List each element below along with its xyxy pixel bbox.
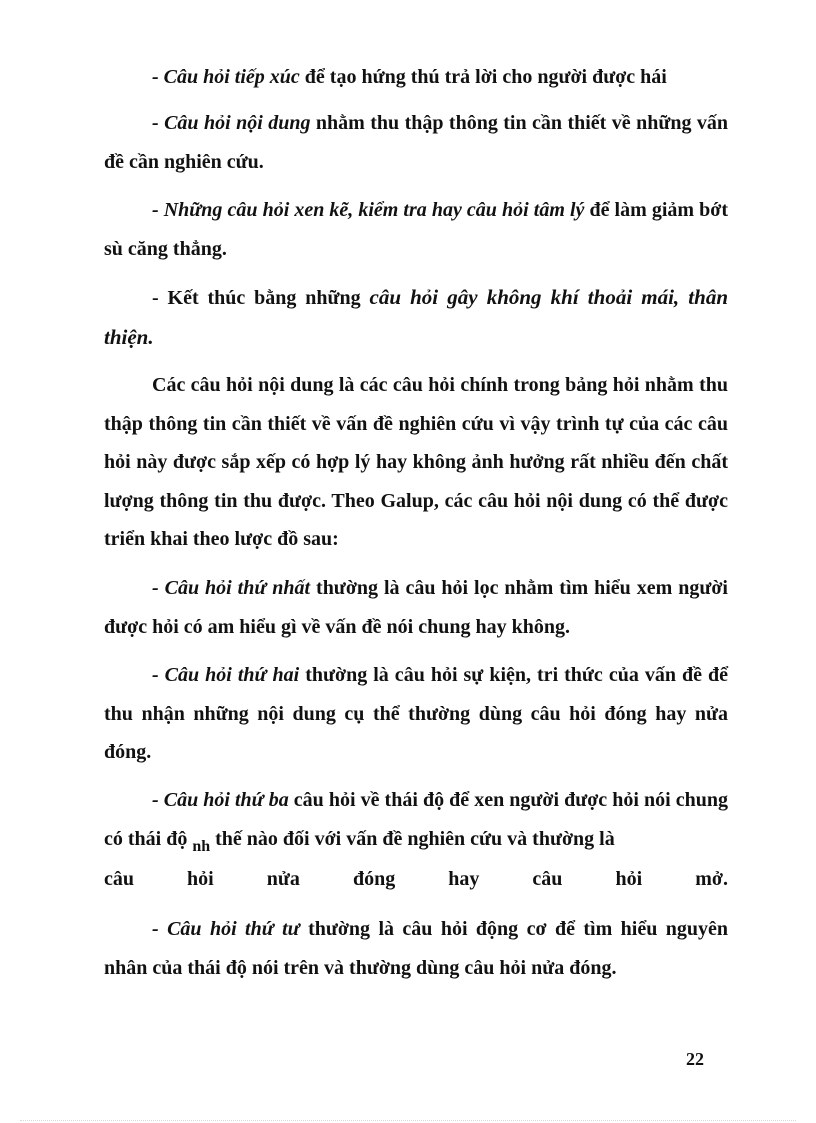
- paragraph-text: thế nào đối với vấn đề nghiên cứu và thường là: [210, 827, 615, 850]
- paragraph-text: nhằm thu thập thông tin cần thiết về những vấn đề cần nghiên cứu.: [104, 112, 729, 173]
- paragraph-text: để tạo hứng thú trả lời cho người được hái: [299, 66, 667, 88]
- paragraph-third-question-last-line: [104, 860, 728, 899]
- paragraph-closing-questions: [104, 278, 728, 357]
- page-number: 22: [686, 1049, 704, 1069]
- paragraph-content-questions: [104, 104, 728, 181]
- paragraph-text: thường là câu hỏi động cơ để tìm hiểu nguyên nhân của thái độ nói trên và thường dùng câu hỏi nửa đóng.: [104, 918, 728, 979]
- paragraph-text: - Kết thúc bằng những: [152, 287, 370, 309]
- paragraph-interleaved-questions: [104, 191, 728, 268]
- paragraph-fourth-question: [104, 910, 728, 987]
- paragraph-text: để làm giảm bớt sù căng thẳng.: [104, 199, 728, 260]
- word: câu: [104, 868, 134, 890]
- paragraph-text: thường là câu hỏi sự kiện, tri thức của vấn đề để thu nhận những nội dung cụ thể thường dùng câu hỏi đóng hay nửa đóng.: [104, 664, 728, 763]
- emphasis-term: - Câu hỏi thứ hai: [152, 664, 300, 686]
- paragraph-text: Các câu hỏi nội dung là các câu hỏi chính trong bảng hỏi nhằm thu thập thông tin cần thiết về vấn đề nghiên cứu vì vậy trình tự của các câu hỏi này được sắp xếp có hợp lý hay không ảnh hưởng rất nhiều đến chất lượng thông tin thu được. Theo Galup, các câu hỏi nội dung có thể được triển khai theo lược đồ sau:: [104, 374, 728, 550]
- paragraph-first-question: [104, 569, 728, 646]
- word: mở.: [695, 868, 728, 890]
- bottom-divider: [20, 1120, 796, 1121]
- paragraph-text: thường là câu hỏi lọc nhằm tìm hiểu xem người được hỏi có am hiểu gì về vấn đề nói chung hay không.: [104, 577, 728, 638]
- emphasis-term: - Câu hỏi thứ tư: [152, 918, 300, 940]
- emphasis-term: - Câu hỏi thứ nhất: [152, 577, 311, 599]
- emphasis-term: - Câu hỏi tiếp xúc: [152, 66, 300, 88]
- paragraph-second-question: [104, 656, 728, 772]
- paragraph-third-question-body: [104, 781, 728, 860]
- paragraph-third-question: [104, 781, 728, 899]
- word: nửa: [266, 868, 300, 890]
- paragraph-contact-questions: [104, 58, 728, 97]
- word: câu: [532, 868, 563, 890]
- subscript-fragment: nh: [192, 837, 211, 855]
- word: đóng: [352, 868, 396, 890]
- word: hay: [448, 868, 480, 890]
- paragraph-text: câu hỏi về thái độ để xen người được hỏi nói chung có thái độ: [104, 789, 728, 850]
- paragraph-content-order: [104, 366, 728, 559]
- emphasis-term: - Câu hỏi thứ ba: [152, 789, 289, 811]
- emphasis-term: - Những câu hỏi xen kẽ, kiểm tra hay câu hỏi tâm lý: [152, 199, 585, 221]
- word: hỏi: [615, 868, 643, 890]
- emphasis-term: - Câu hỏi nội dung: [152, 112, 311, 134]
- emphasis-term: câu hỏi gây không khí thoải mái, thân thiện.: [104, 285, 728, 349]
- word: hỏi: [187, 868, 214, 890]
